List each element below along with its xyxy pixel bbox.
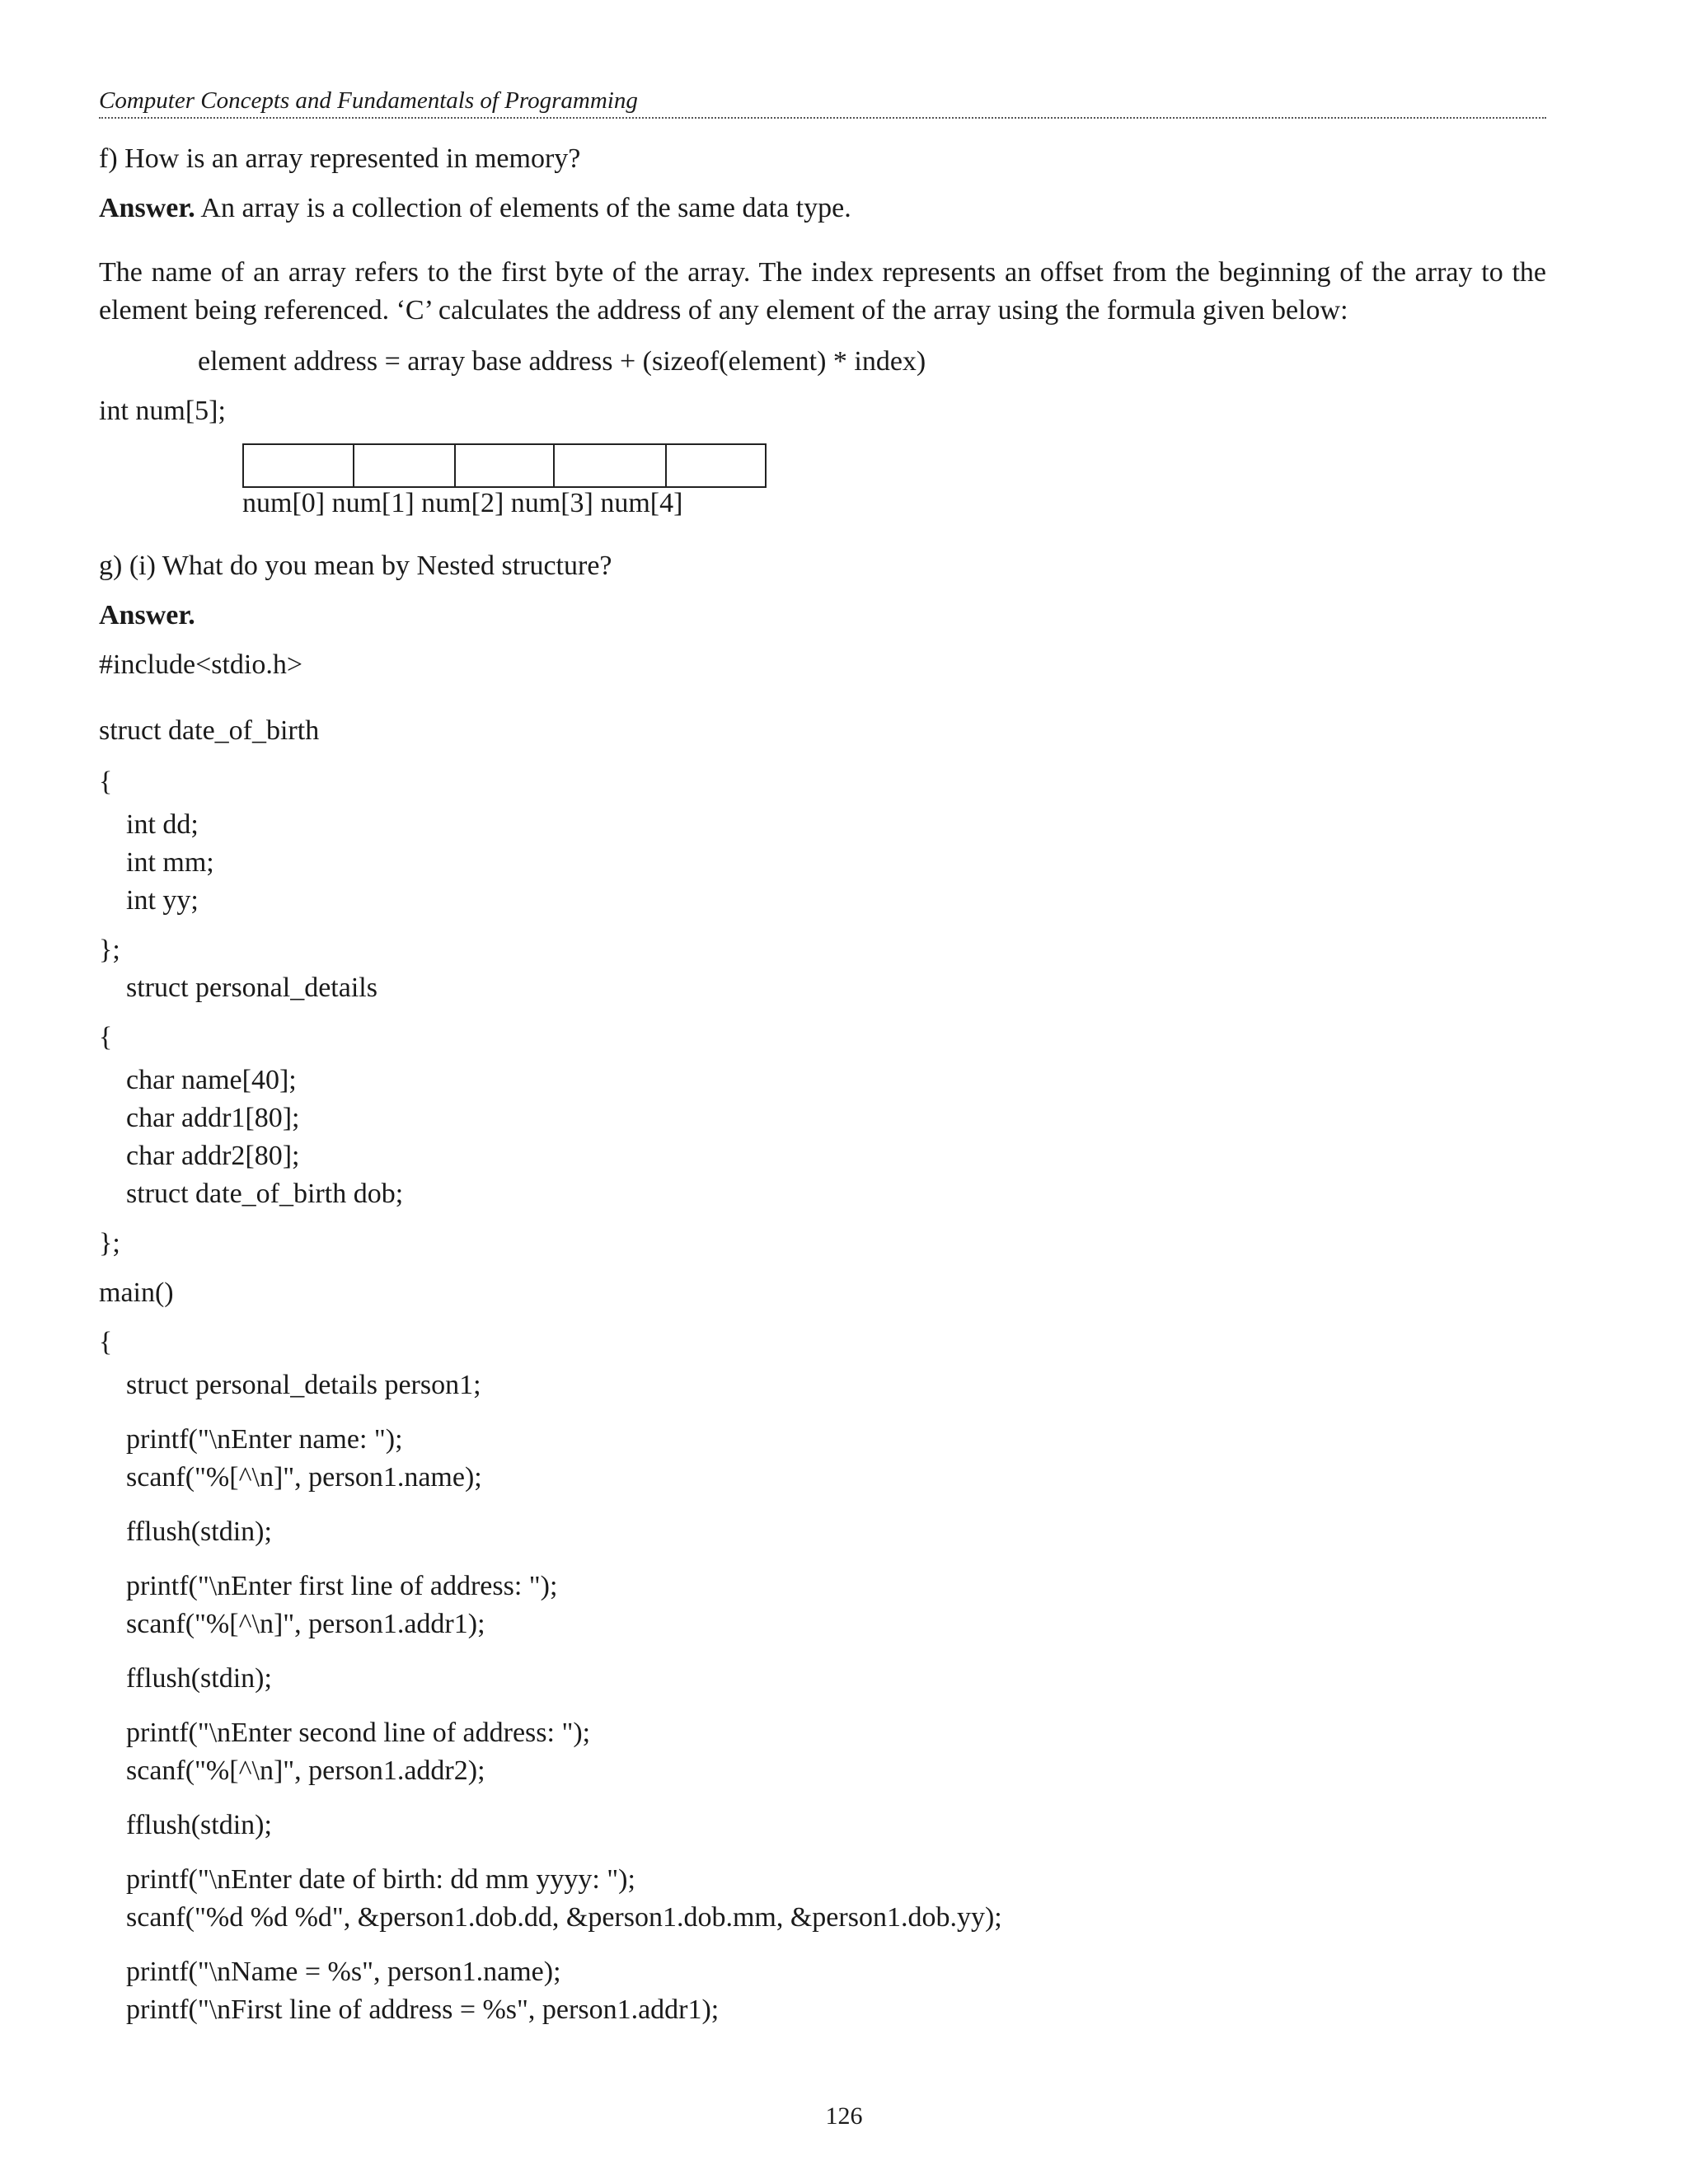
code-line: int dd;: [126, 809, 199, 840]
code-line: printf("\nEnter date of birth: dd mm yyyy: ");: [126, 1864, 635, 1895]
array-cell-0: [244, 445, 354, 486]
array-explanation-paragraph: The name of an array refers to the first byte of the array. The index represents an offset from the beginning of the array to the element being referenced. ‘C’ calculates the address of any element of the array using the formula given below:: [99, 257, 1546, 326]
array-cell-1: [354, 445, 456, 486]
question-f: f) How is an array represented in memory?: [99, 143, 581, 174]
answer-f: [99, 190, 851, 227]
code-line: printf("\nName = %s", person1.name);: [126, 1957, 561, 1987]
answer-label: Answer.: [99, 193, 195, 223]
code-line: };: [99, 1228, 120, 1258]
array-declaration: int num[5];: [99, 396, 226, 426]
code-line: {: [99, 1022, 113, 1052]
code-line: main(): [99, 1277, 174, 1308]
array-cell-labels: num[0] num[1] num[2] num[3] num[4]: [242, 488, 683, 518]
code-line: printf("\nEnter name: ");: [126, 1424, 403, 1455]
code-line: {: [99, 1327, 113, 1357]
array-cell-3: [555, 445, 667, 486]
code-line: {: [99, 766, 113, 797]
code-line: int mm;: [126, 847, 214, 878]
code-line: #include<stdio.h>: [99, 649, 303, 680]
code-line: struct date_of_birth dob;: [126, 1179, 404, 1209]
code-line: struct personal_details: [126, 972, 377, 1003]
code-line: fflush(stdin);: [126, 1663, 272, 1694]
code-line: printf("\nEnter second line of address: ");: [126, 1718, 591, 1748]
code-line: char name[40];: [126, 1065, 297, 1095]
code-line: scanf("%d %d %d", &person1.dob.dd, &person1.dob.mm, &person1.dob.yy);: [126, 1902, 1002, 1933]
code-line: char addr1[80];: [126, 1103, 300, 1133]
answer-text: An array is a collection of elements of the same data type.: [195, 193, 851, 223]
code-line: printf("\nEnter first line of address: ");: [126, 1571, 558, 1601]
code-line: int yy;: [126, 885, 199, 916]
code-line: fflush(stdin);: [126, 1516, 272, 1547]
code-line: struct personal_details person1;: [126, 1370, 481, 1400]
code-line: scanf("%[^\n]", person1.addr1);: [126, 1609, 485, 1639]
code-line: scanf("%[^\n]", person1.addr2);: [126, 1755, 485, 1786]
code-line: printf("\nFirst line of address = %s", person1.addr1);: [126, 1994, 720, 2025]
code-line: struct date_of_birth: [99, 715, 320, 746]
array-cell-2: [456, 445, 555, 486]
answer-g-label: Answer.: [99, 600, 195, 630]
code-line: fflush(stdin);: [126, 1810, 272, 1840]
address-formula: element address = array base address + (sizeof(element) * index): [198, 346, 926, 377]
code-line: scanf("%[^\n]", person1.name);: [126, 1462, 482, 1493]
question-g: g) (i) What do you mean by Nested structure?: [99, 551, 612, 581]
page-number: 126: [825, 2102, 863, 2130]
code-line: };: [99, 935, 120, 965]
array-cell-4: [667, 445, 765, 486]
running-header: Computer Concepts and Fundamentals of Programming: [99, 86, 1546, 119]
array-memory-diagram: [242, 443, 767, 488]
code-line: char addr2[80];: [126, 1141, 300, 1171]
